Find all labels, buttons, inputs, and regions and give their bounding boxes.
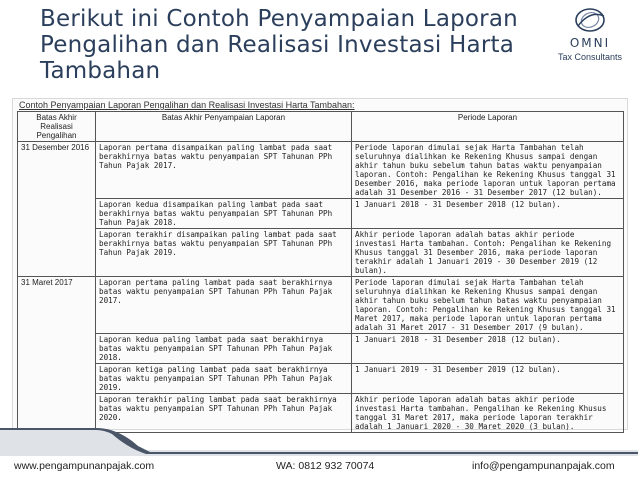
submission-cell: Laporan kedua paling lambat pada saat berakhirnya batas waktu penyampaian SPT Tahunan PPh Tahun Pajak 2018. <box>96 334 352 364</box>
submission-cell: Laporan terakhir paling lambat pada saat berakhirnya batas waktu penyampaian SPT Tahunan PPh Tahun Pajak 2020. <box>96 394 352 433</box>
header-submission-deadline: Batas Akhir Penyampaian Laporan <box>96 112 352 142</box>
table-row <box>18 142 624 199</box>
omni-swirl-icon <box>548 6 632 36</box>
slide-title <box>40 6 530 84</box>
table-row <box>18 277 624 334</box>
title-line-3: Tambahan <box>40 58 161 84</box>
period-cell: Akhir periode laporan adalah batas akhir periode investasi Harta tambahan. Pengalihan ke Rekening Khusus tanggal 31 Maret 2017, maka periode laporan terakhir adalah 1 Januari 2020 - 30 Maret 2020 (3 bulan). <box>352 394 624 433</box>
period-cell: 1 Januari 2018 - 31 Desember 2018 (12 bulan). <box>352 334 624 364</box>
table-row <box>18 229 624 277</box>
logo-subtitle: Tax Consultants <box>557 52 623 62</box>
submission-cell: Laporan kedua disampaikan paling lambat pada saat berakhirnya batas waktu penyampaian SPT Tahunan PPh Tahun Pajak 2018. <box>96 199 352 229</box>
footer-email[interactable]: info@pengampunanpajak.com <box>472 460 615 472</box>
report-table <box>17 111 624 433</box>
title-line-2: Pengalihan dan Realisasi Investasi Harta <box>40 32 514 58</box>
table-row <box>18 334 624 364</box>
document-image <box>12 98 628 430</box>
submission-cell: Laporan terakhir disampaikan paling lambat pada saat berakhirnya batas waktu penyampaian SPT Tahunan PPh Tahun Pajak 2019. <box>96 229 352 277</box>
footer-swoosh <box>0 426 638 456</box>
document-heading: Contoh Penyampaian Laporan Pengalihan dan Realisasi Investasi Harta Tambahan: <box>19 100 355 110</box>
omni-logo <box>548 6 632 66</box>
table-row <box>18 199 624 229</box>
period-cell: Periode laporan dimulai sejak Harta Tambahan telah seluruhnya dialihkan ke Rekening Khusus sampai dengan akhir tahun buku sebelum tahun batas waktu penyampaian laporan. Contoh: Pengalihan ke Rekening Khusus tanggal 31 Maret 2017, maka periode laporan untuk laporan pertama adalah 31 Maret 2017 - 31 Desember 2017 (9 bulan). <box>352 277 624 334</box>
period-cell: 1 Januari 2018 - 31 Desember 2018 (12 bulan). <box>352 199 624 229</box>
table-header-row <box>18 112 624 142</box>
period-cell: Periode laporan dimulai sejak Harta Tambahan telah seluruhnya dialihkan ke Rekening Khusus sampai dengan akhir tahun buku sebelum tahun batas waktu penyampaian laporan. Contoh: Pengalihan ke Rekening Khusus tanggal 31 Desember 2016, maka periode laporan untuk laporan pertama adalah 31 Desember 2016 - 31 Desember 2017 (12 bulan). <box>352 142 624 199</box>
period-cell: 1 Januari 2019 - 31 Desember 2019 (12 bulan). <box>352 364 624 394</box>
header-report-period: Periode Laporan <box>352 112 624 142</box>
logo-name: OMNI <box>569 36 611 50</box>
table-row <box>18 364 624 394</box>
header-realization-deadline: Batas Akhir Realisasi Pengalihan <box>18 112 96 142</box>
deadline-cell: 31 Desember 2016 <box>18 142 96 277</box>
submission-cell: Laporan pertama disampaikan paling lambat pada saat berakhirnya batas waktu penyampaian SPT Tahunan PPh Tahun Pajak 2017. <box>96 142 352 199</box>
title-line-1: Berikut ini Contoh Penyampaian Laporan <box>40 6 518 32</box>
footer-website[interactable]: www.pengampunanpajak.com <box>14 460 155 472</box>
period-cell: Akhir periode laporan adalah batas akhir periode investasi Harta tambahan. Contoh: Pengalihan ke Rekening Khusus tanggal 31 Desember 2016, maka periode laporan terakhir adalah 1 Januari 2019 - 30 Desember 2019 (12 bulan). <box>352 229 624 277</box>
submission-cell: Laporan ketiga paling lambat pada saat berakhirnya batas waktu penyampaian SPT Tahunan PPh Tahun Pajak 2019. <box>96 364 352 394</box>
submission-cell: Laporan pertama paling lambat pada saat berakhirnya batas waktu penyampaian SPT Tahunan PPh Tahun Pajak 2017. <box>96 277 352 334</box>
footer-phone: WA: 0812 932 70074 <box>276 460 375 472</box>
deadline-cell: 31 Maret 2017 <box>18 277 96 433</box>
